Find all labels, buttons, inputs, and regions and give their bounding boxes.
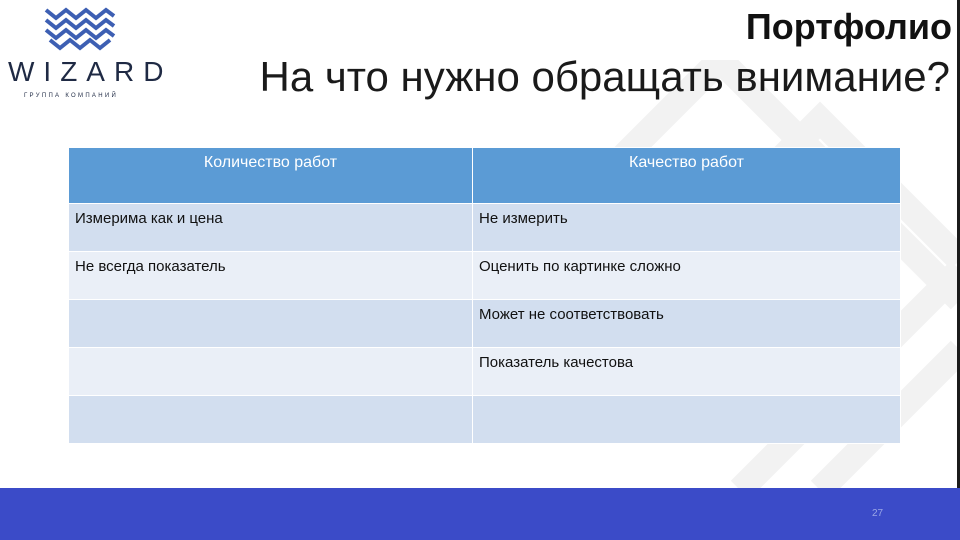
logo-wordmark: WIZARD — [8, 56, 173, 87]
table-cell — [69, 396, 473, 444]
column-header-quantity: Количество работ — [69, 148, 473, 204]
logo-subtitle: ГРУППА КОМПАНИЙ — [24, 93, 119, 99]
table-header-row — [69, 148, 901, 204]
table-cell — [69, 300, 473, 348]
table-cell: Показатель качестова — [473, 348, 901, 396]
table-cell: Оценить по картинке сложно — [473, 252, 901, 300]
comparison-table — [68, 147, 901, 444]
wizard-logo — [4, 4, 173, 100]
slide-title: Портфолио — [745, 6, 952, 47]
table-cell — [473, 396, 901, 444]
table-cell: Измерима как и цена — [69, 204, 473, 252]
table-cell: Не всегда показатель — [69, 252, 473, 300]
logo-chevron-icon — [44, 4, 116, 52]
slide-subtitle: На что нужно обращать внимание? — [259, 53, 950, 100]
footer-bar — [0, 488, 960, 540]
table-row — [69, 348, 901, 396]
column-header-quality: Качество работ — [473, 148, 901, 204]
table-cell: Не измерить — [473, 204, 901, 252]
table-row — [69, 300, 901, 348]
page-number: 27 — [872, 508, 884, 519]
table-cell — [69, 348, 473, 396]
table-row — [69, 396, 901, 444]
table-row — [69, 204, 901, 252]
table-row — [69, 252, 901, 300]
table-cell: Может не соответствовать — [473, 300, 901, 348]
